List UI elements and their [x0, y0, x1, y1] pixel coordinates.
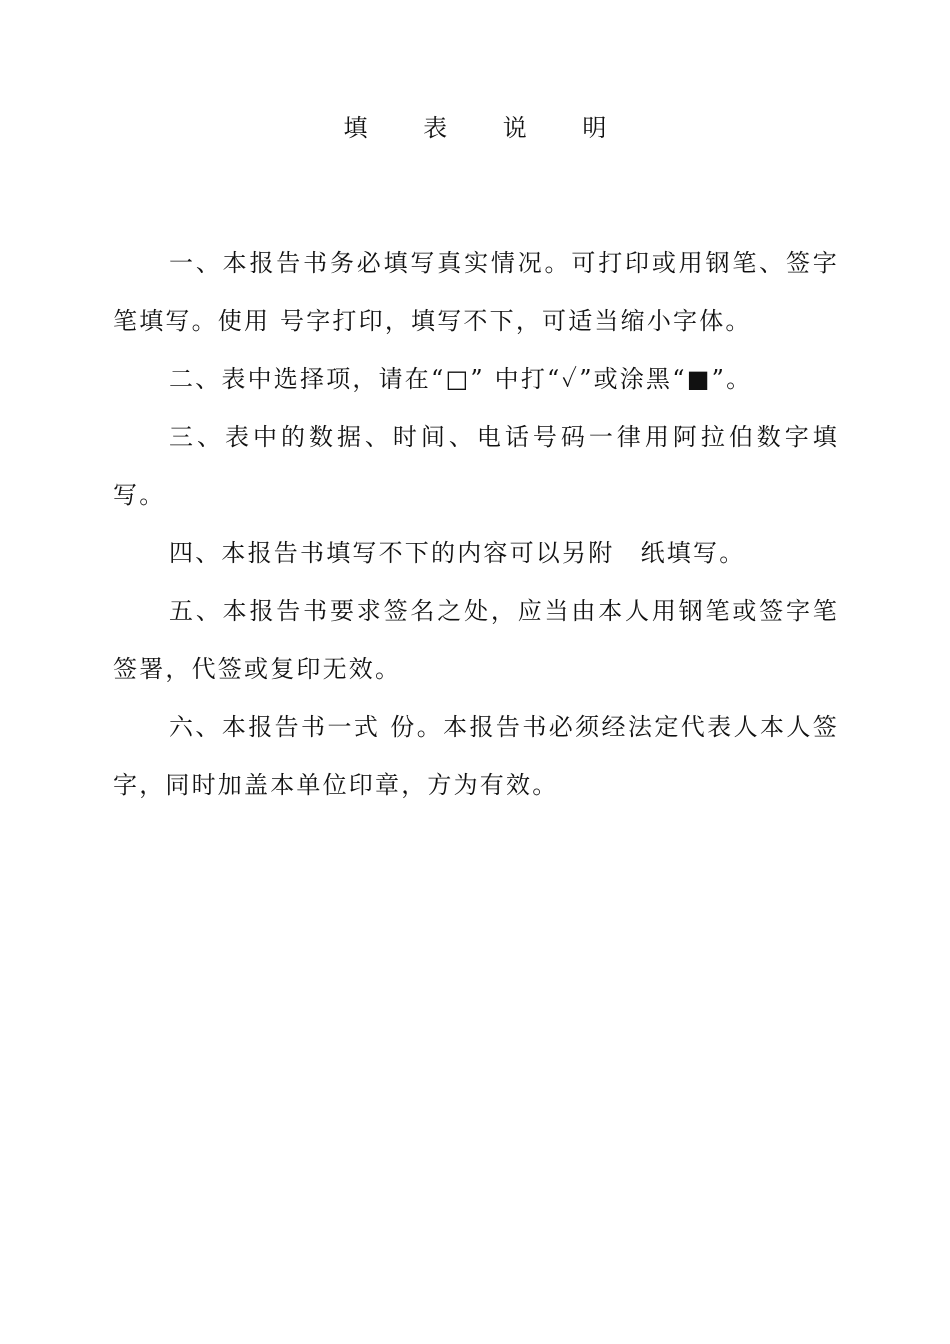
instruction-item-5: 五、本报告书要求签名之处，应当由本人用钢笔或签字笔签署，代签或复印无效。: [113, 597, 839, 683]
instruction-item-2: 二、表中选择项，请在“□” 中打“✓”或涂黑“■”。: [169, 365, 753, 393]
instruction-item-3: 三、表中的数据、时间、电话号码一律用阿拉伯数字填写。: [113, 423, 839, 509]
instructions-body: [113, 234, 839, 814]
page-title: 填 表 说 明: [343, 114, 631, 142]
instruction-item-4: 四、本报告书填写不下的内容可以另附 纸填写。: [169, 539, 746, 567]
instruction-item-6: 六、本报告书一式 份。本报告书必须经法定代表人本人签字，同时加盖本单位印章，方为有效。: [113, 713, 839, 799]
instruction-item-1: 一、本报告书务必填写真实情况。可打印或用钢笔、签字笔填写。使用 号字打印，填写不下，可适当缩小字体。: [113, 249, 839, 335]
